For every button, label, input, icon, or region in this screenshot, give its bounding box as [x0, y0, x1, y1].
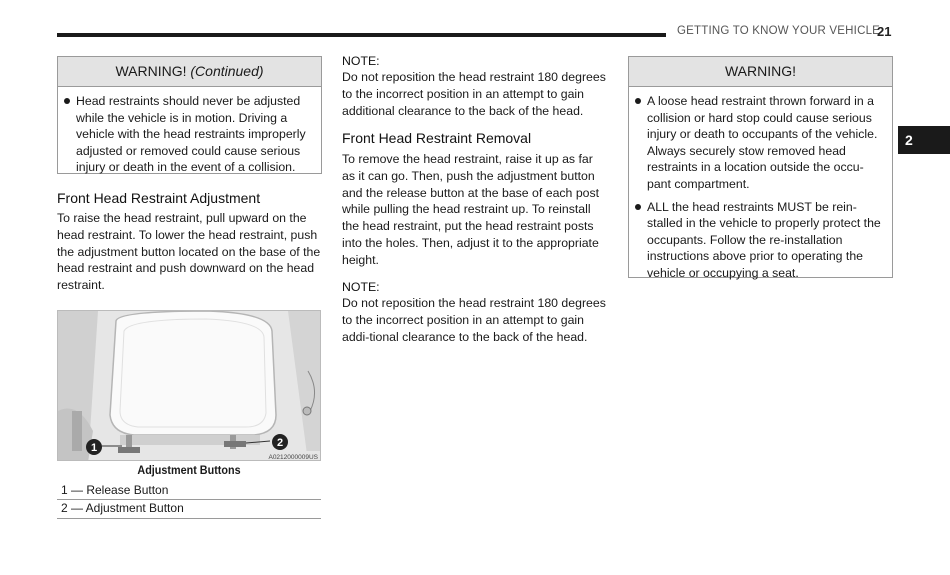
note-text: Do not reposition the head restraint 180 degrees to the incorrect position in an attempt to gain additional clearance to the back of the head. [342, 70, 606, 118]
warning-title: WARNING! [115, 63, 187, 79]
warning-item: Head restraints should never be adjusted while the vehicle is in motion. Driving a vehicle with the head restraints improperly adjusted or removed could cause serious injury or death in the event of a collision. [76, 93, 315, 176]
warning-box-continued [57, 56, 322, 174]
warning-list [629, 87, 892, 288]
removal-heading: Front Head Restraint Removal [342, 130, 532, 146]
warning-box [628, 56, 893, 278]
figure-caption: Adjustment Buttons [137, 463, 241, 477]
header-rule [57, 33, 666, 37]
legend-divider [57, 518, 321, 519]
adjust-paragraph: To raise the head restraint, pull upward on the head restraint. To lower the head restraint, push the adjustment button located on the base of the head restraint and push downward on the head restraint. [57, 211, 321, 293]
warning-item: A loose head restraint thrown forward in a collision or hard stop could cause serious injury or death to occupants of the vehicle. Always securely stow removed head restraints in a location outside the occu-pant compartment. [647, 93, 886, 193]
head-restraint-figure [57, 310, 321, 461]
adjust-heading: Front Head Restraint Adjustment [57, 190, 261, 206]
legend-item: 1 — Release Button [61, 483, 169, 497]
head-restraint-illustration [58, 311, 321, 461]
note-text: Do not reposition the head restraint 180 degrees to the incorrect position in an attempt to gain addi-tional clearance to the back of the head. [342, 296, 606, 344]
legend-divider [57, 499, 321, 500]
callout-2-label: 2 [276, 437, 284, 449]
warning-item: ALL the head restraints MUST be rein-stalled in the vehicle to properly protect the occupants. Follow the re-installation instructions above prior to operating the vehicle or occupying a seat. [647, 199, 886, 282]
warning-header [58, 57, 321, 87]
warning-list [58, 87, 321, 182]
callout-1-label: 1 [90, 442, 98, 454]
chapter-tab: 2 [898, 126, 950, 154]
warning-header [629, 57, 892, 87]
figure-code: A0212000009US [268, 454, 318, 461]
note-label: NOTE: [342, 280, 380, 294]
page-number: 21 [877, 24, 892, 39]
note-label: NOTE: [342, 54, 380, 68]
warning-title: WARNING! [724, 63, 797, 79]
legend-item: 2 — Adjustment Button [61, 501, 184, 515]
removal-paragraph: To remove the head restraint, raise it up as far as it can go. Then, push the adjustment button and the release button at the base of each post while pulling the head restraint up. To reinstall the head restraint, put the head restraint posts into the holes. Then, adjust it to the appropriate height. [342, 152, 600, 267]
section-title: GETTING TO KNOW YOUR VEHICLE [677, 25, 881, 37]
warning-continued-label: (Continued) [190, 63, 264, 79]
